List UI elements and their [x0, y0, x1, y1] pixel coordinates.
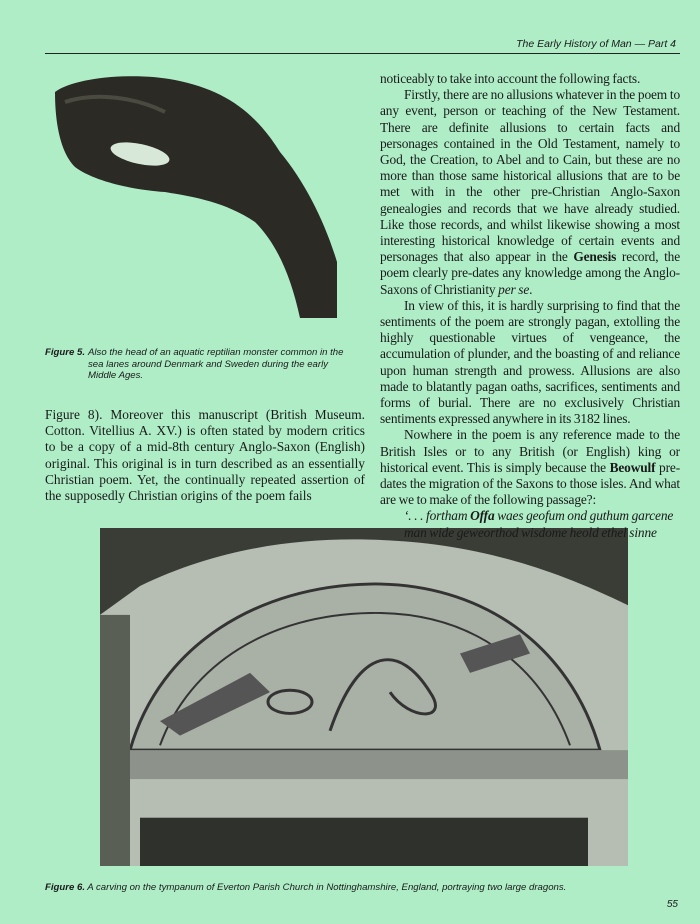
- text-run: .: [529, 281, 533, 297]
- figure-6-caption: [45, 882, 566, 894]
- bold-term: Offa: [470, 508, 495, 524]
- body-paragraph: [380, 427, 680, 508]
- figure-5-label: Figure 5.: [45, 347, 85, 358]
- text-run: man wide geweorthod wisdome heold ethel sinne: [404, 524, 657, 540]
- figure-6-photo: [100, 528, 628, 866]
- bold-term: Genesis: [573, 249, 617, 265]
- figure-6-caption-text: A carving on the tympanum of Everton Parish Church in Nottinghamshire, England, portraying two large dragons.: [84, 882, 567, 893]
- text-run: Firstly, there are no allusions whatever in the poem to any event, person or teaching of the New Testament. There are definite allusions to certain facts and personages contained in the Old Testament, namely to God, the Creation, to Abel and to Cain, but these are no more than those same historical allusions that are to be met with in the other pre-Christian Anglo-Saxon genealogies and records that we have already studied. Like those records, and whilst likewise showing a most interesting historical knowledge of certain events and personages that also appear in the: [380, 87, 680, 265]
- running-header: The Early History of Man — Part 4: [516, 38, 676, 50]
- text-run: Nowhere in the poem is any reference made to the British Isles or to any British (or English) king or historical event. This is simply because the: [380, 427, 680, 475]
- right-column: [380, 71, 680, 541]
- body-paragraph: [380, 87, 680, 298]
- body-paragraph: Figure 8). Moreover this manuscript (British Museum. Cotton. Vitellius A. XV.) is often stated by modern critics to be a copy of a mid-8th century Anglo-Saxon (English) original. This original is in turn described as an essentially Christian poem. Yet, the continually repeated assertion of the supposedly Christian origins of the poem fails: [45, 407, 365, 504]
- figure-5-caption-text: Also the head of an aquatic reptilian monster common in the sea lanes around Denmark and Sweden during the early Middle Ages.: [88, 347, 344, 381]
- header-rule: [45, 53, 680, 54]
- figure-5-caption: [45, 347, 350, 382]
- left-column: [45, 407, 365, 504]
- text-run: pre-dates the migration of the Saxons to those isles. And what are we to make of the following passage?:: [380, 459, 681, 508]
- page-number: 55: [666, 899, 678, 910]
- italic-term: per se: [498, 281, 530, 297]
- quotation: [380, 508, 680, 540]
- figure-6-label: Figure 6.: [45, 882, 85, 893]
- text-run: ‘. . . fortham: [404, 508, 471, 524]
- body-paragraph: noticeably to take into account the following facts.: [380, 71, 641, 86]
- text-run: waes geofum ond guthum garcene: [494, 508, 674, 524]
- body-paragraph: In view of this, it is hardly surprising to find that the sentiments of the poem are strongly pagan, extolling the highly questionable virtues of vengeance, the accumulation of plunder, and the boasting of and reliance upon human strength and prowess. Allusions are also made to blatantly pagan oaths, sacrifices, sentiments and forms of burial. There are no exclusively Christian sentiments expressed anywhere in its 3182 lines.: [380, 297, 680, 427]
- figure-5-photo: [55, 72, 337, 318]
- bold-term: Beowulf: [609, 459, 656, 475]
- text-run: record, the poem clearly pre-dates any knowledge among the Anglo-Saxons of Christianity: [380, 249, 680, 297]
